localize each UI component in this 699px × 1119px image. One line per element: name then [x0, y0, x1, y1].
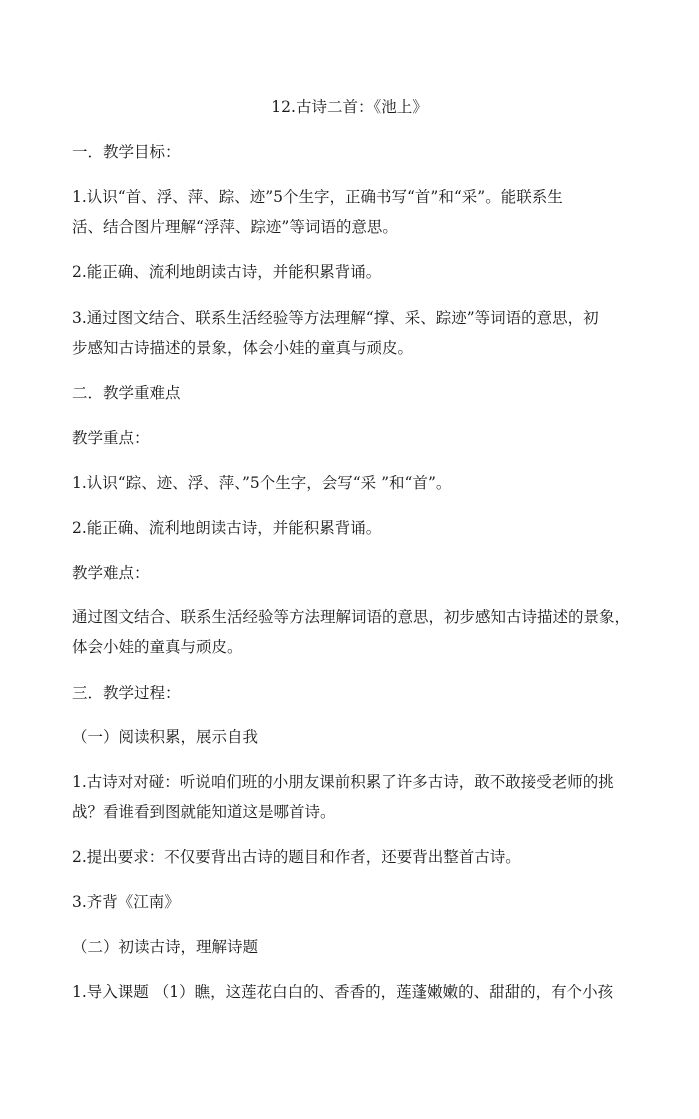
paragraph-line: 3.齐背《江南》 [72, 893, 180, 911]
section-heading-objectives: 一．教学目标： [72, 143, 181, 161]
section-heading-key-points: 二．教学重难点 [72, 384, 181, 402]
paragraph-line: 通过图文结合、联系生活经验等方法理解词语的意思，初步感知古诗描述的景象， [72, 608, 631, 626]
paragraph-line: 2.能正确、流利地朗读古诗，并能积累背诵。 [72, 519, 382, 537]
sub-heading: （一）阅读积累，展示自我 [72, 728, 259, 746]
paragraph-line: 步感知古诗描述的景象，体会小娃的童真与顽皮。 [72, 339, 414, 357]
document-title: 12.古诗二首：《池上》 [271, 98, 428, 116]
section-heading-process: 三．教学过程： [72, 684, 181, 702]
paragraph-line: 2.能正确、流利地朗读古诗，并能积累背诵。 [72, 263, 382, 281]
paragraph-line: 战？看谁看到图就能知道这是哪首诗。 [72, 803, 336, 821]
sub-heading: 教学难点： [72, 564, 150, 582]
paragraph-line: 1.导入课题 （1）瞧，这莲花白白的、香香的，莲蓬嫩嫩的、甜甜的，有个小孩 [72, 983, 614, 1001]
paragraph-line: 3.通过图文结合、联系生活经验等方法理解“撑、采、踪迹”等词语的意思，初 [72, 309, 599, 327]
paragraph-line: 2.提出要求：不仅要背出古诗的题目和作者，还要背出整首古诗。 [72, 848, 521, 866]
paragraph-line: 1.认识“踪、迹、浮、萍、”5个生字，会写“采 ”和“首”。 [72, 474, 452, 492]
paragraph-line: 活、结合图片理解“浮萍、踪迹”等词语的意思。 [72, 218, 398, 236]
paragraph-line: 体会小娃的童真与顽皮。 [72, 638, 243, 656]
paragraph-line: 1.认识“首、浮、萍、踪、迹”5个生字，正确书写“首”和“采”。能联系生 [72, 188, 563, 206]
sub-heading: （二）初读古诗，理解诗题 [72, 938, 259, 956]
sub-heading: 教学重点： [72, 429, 150, 447]
paragraph-line: 1.古诗对对碰：听说咱们班的小朋友课前积累了许多古诗，敢不敢接受老师的挑 [72, 773, 614, 791]
